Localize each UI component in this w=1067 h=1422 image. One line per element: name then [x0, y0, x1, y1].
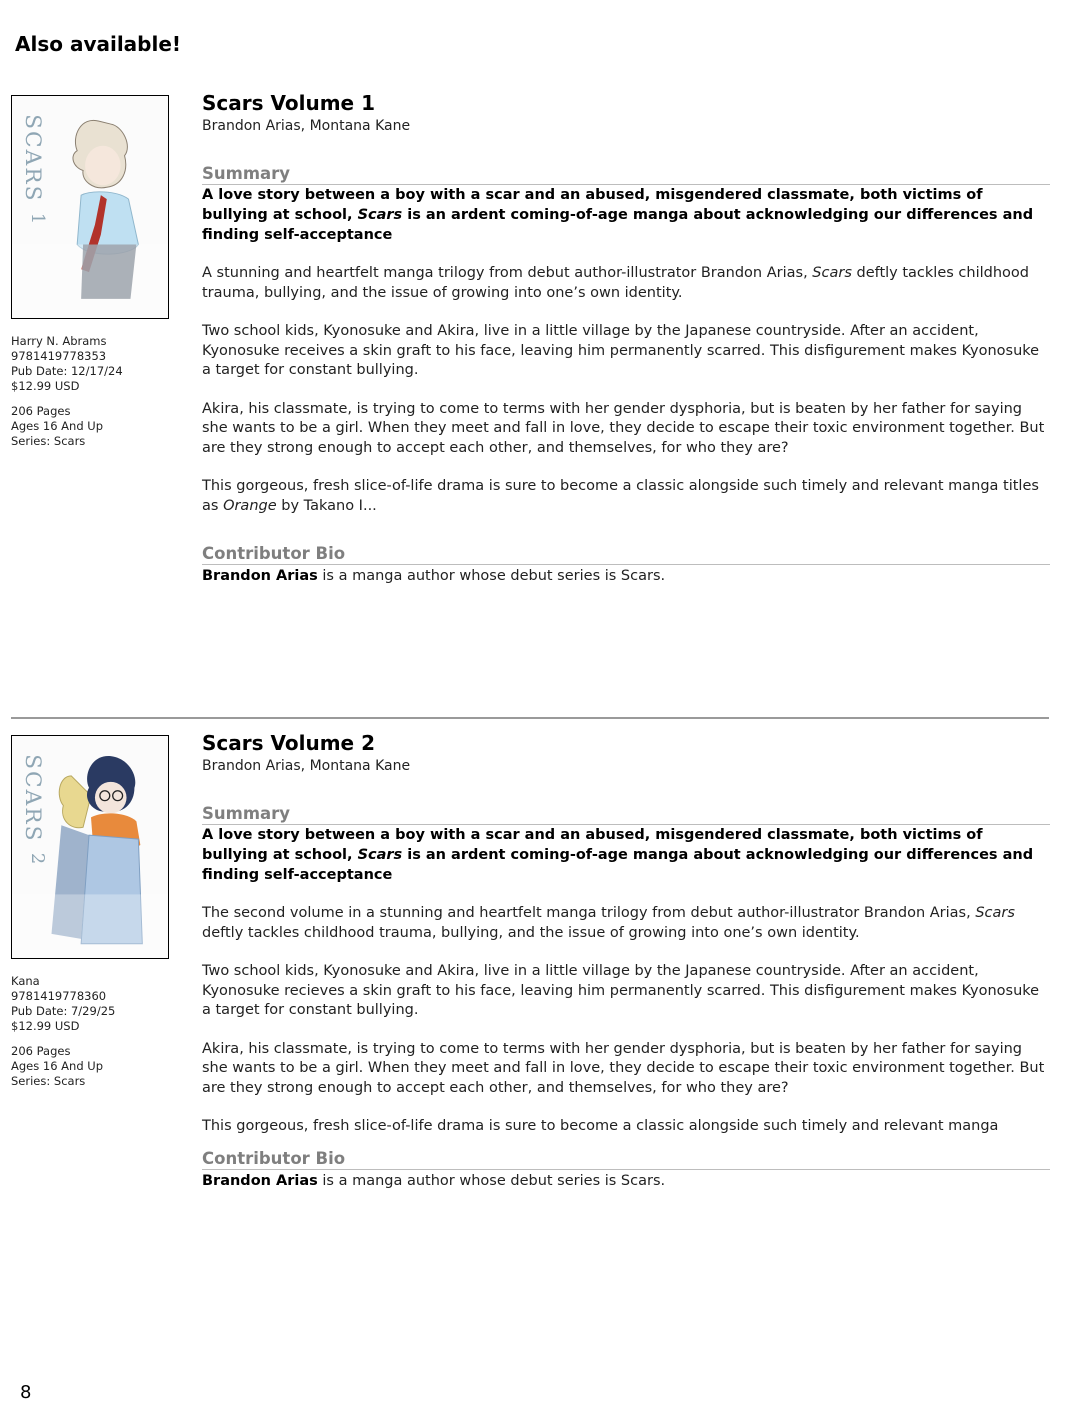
book-metadata	[11, 974, 191, 1099]
contributor-bio: Brandon Arias is a manga author whose debut series is Scars.	[202, 568, 666, 584]
cover-title-text: SCARS	[19, 114, 45, 203]
summary-heading: Summary	[202, 164, 1050, 185]
cover-title-text: SCARS	[19, 754, 45, 843]
summary-paragraph: Two school kids, Kyonosuke and Akira, live in a little village by the Japanese countryside. After an accident, Kyonosuke receives a skin graft to his face, leaving him permanently scarred. This disfigurement makes Kyonosuke a target for constant bullying.	[202, 323, 1040, 378]
book-authors: Brandon Arias, Montana Kane	[202, 758, 411, 774]
series: Series: Scars	[11, 1074, 86, 1088]
book-title: Scars Volume 1	[202, 91, 375, 115]
price: $12.99 USD	[11, 1019, 80, 1033]
cover-volume-text: 2	[26, 852, 47, 865]
contributor-bio: Brandon Arias is a manga author whose debut series is Scars.	[202, 1172, 666, 1189]
contributor-bio-heading: Contributor Bio	[202, 1149, 1050, 1170]
book-metadata	[11, 334, 191, 459]
book-authors: Brandon Arias, Montana Kane	[202, 118, 411, 134]
book-title: Scars Volume 2	[202, 731, 375, 755]
book-details	[202, 730, 1050, 1191]
isbn: 9781419778360	[11, 989, 107, 1003]
summary-paragraph: Akira, his classmate, is trying to come to terms with her gender dysphoria, but is beaten by her father for saying she wants to be a girl. When they meet and fall in love, they decide to escape their toxic environment together. But are they strong enough to accept each other, and themselves, for who they are?	[202, 400, 1045, 456]
publisher: Harry N. Abrams	[11, 334, 107, 348]
page-number: 8	[20, 1382, 32, 1403]
summary-paragraph: This gorgeous, fresh slice-of-life drama is sure to become a classic alongside such timely and relevant manga titles as Orange by Takano I...	[202, 478, 1039, 514]
page-count: 206 Pages	[11, 1044, 71, 1058]
summary-heading: Summary	[202, 804, 1050, 825]
contributor-bio-heading: Contributor Bio	[202, 544, 1050, 565]
summary-tagline: A love story between a boy with a scar and an abused, misgendered classmate, both victims of bullying at school, Scars is an ardent coming-of-age manga about acknowledging our differences and finding self-acceptance	[202, 187, 1034, 243]
page-heading: Also available!	[15, 32, 182, 56]
summary-paragraph: Akira, his classmate, is trying to come to terms with her gender dysphoria, but is beaten by her father for saying she wants to be a girl. When they meet and fall in love, they decide to escape their toxic environment together. But are they strong enough to accept each other, and themselves, for who they are?	[202, 1040, 1045, 1096]
isbn: 9781419778353	[11, 349, 107, 363]
book-cover-image[interactable]	[11, 735, 169, 959]
pub-date: Pub Date: 7/29/25	[11, 1004, 116, 1018]
cover-illustration	[12, 736, 168, 958]
summary-paragraph: The second volume in a stunning and heartfelt manga trilogy from debut author-illustrator Brandon Arias, Scars deftly tackles childhood trauma, bullying, and the issue of growing into one’s own identity.	[202, 905, 1015, 941]
summary-paragraph: A stunning and heartfelt manga trilogy from debut author-illustrator Brandon Arias, Scars deftly tackles childhood trauma, bullying, and the issue of growing into one’s own identity.	[202, 265, 1029, 301]
summary-paragraph: This gorgeous, fresh slice-of-life drama is sure to become a classic alongside such timely and relevant manga	[202, 1118, 999, 1134]
page-count: 206 Pages	[11, 404, 71, 418]
cover-illustration	[12, 96, 168, 318]
cover-volume-text: 1	[26, 212, 47, 225]
pub-date: Pub Date: 12/17/24	[11, 364, 123, 378]
summary-paragraph: Two school kids, Kyonosuke and Akira, live in a little village by the Japanese countryside. After an accident, Kyonosuke recieves a skin graft to his face, leaving him permanently scarred. This disfigurement makes Kyonosuke a target for constant bullying.	[202, 963, 1040, 1018]
publisher: Kana	[11, 974, 40, 988]
book-cover-image[interactable]	[11, 95, 169, 319]
price: $12.99 USD	[11, 379, 80, 393]
age-range: Ages 16 And Up	[11, 1059, 104, 1073]
series: Series: Scars	[11, 434, 86, 448]
summary-tagline: A love story between a boy with a scar and an abused, misgendered classmate, both victims of bullying at school, Scars is an ardent coming-of-age manga about acknowledging our differences and finding self-acceptance	[202, 827, 1034, 883]
age-range: Ages 16 And Up	[11, 419, 104, 433]
book-details	[202, 90, 1050, 586]
entry-divider	[11, 717, 1049, 719]
